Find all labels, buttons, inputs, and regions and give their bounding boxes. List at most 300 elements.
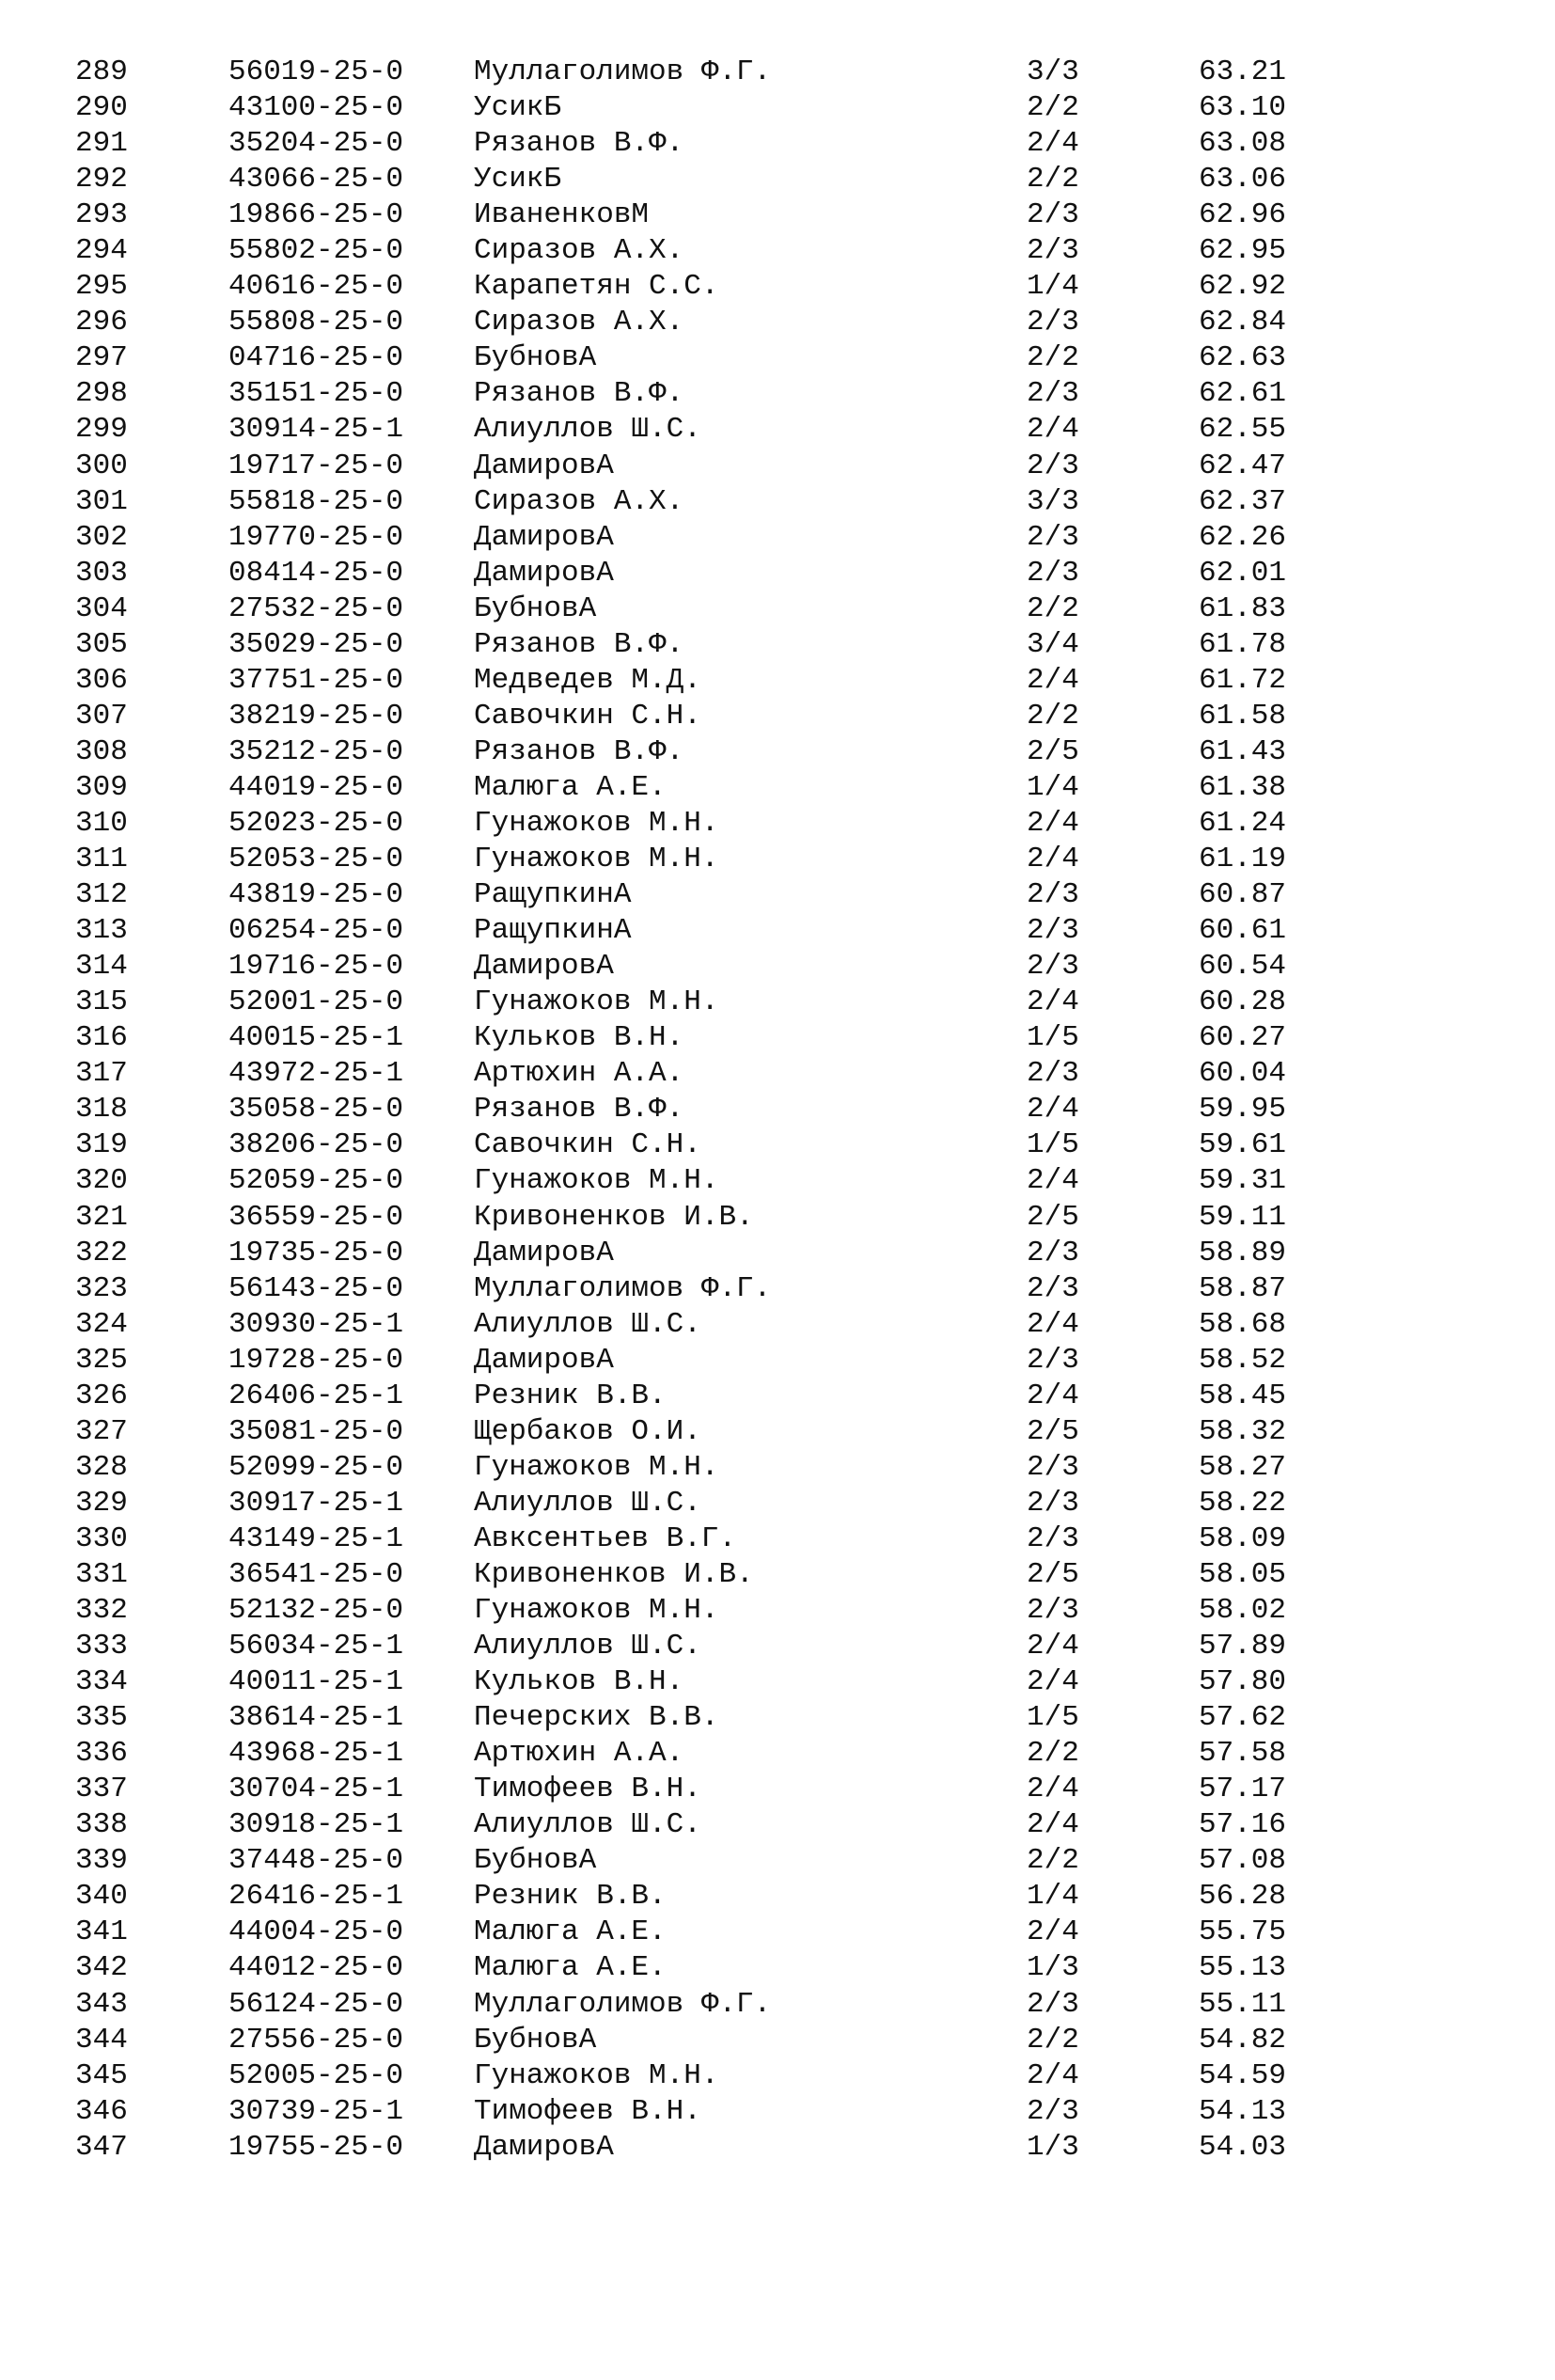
code-cell: 43066-25-0 — [228, 163, 404, 197]
name-cell: Гунажоков М.Н. — [474, 1450, 719, 1484]
rank-cell: 344 — [75, 2023, 128, 2057]
code-cell: 35151-25-0 — [228, 377, 404, 411]
name-cell: Малюга А.Е. — [474, 1915, 667, 1949]
code-cell: 30930-25-1 — [228, 1307, 404, 1341]
ratio-cell: 2/3 — [1027, 878, 1079, 912]
rank-cell: 302 — [75, 520, 128, 554]
list-row — [0, 1414, 1555, 1450]
name-cell: Малюга А.Е. — [474, 1951, 667, 1985]
score-cell: 59.11 — [1199, 1200, 1287, 1234]
score-cell: 55.75 — [1199, 1915, 1287, 1949]
list-row — [0, 1092, 1555, 1127]
ratio-cell: 2/3 — [1027, 520, 1079, 554]
rank-cell: 334 — [75, 1665, 128, 1699]
list-row — [0, 699, 1555, 734]
rank-cell: 313 — [75, 914, 128, 948]
ratio-cell: 2/4 — [1027, 1164, 1079, 1198]
name-cell: Артюхин А.А. — [474, 1057, 684, 1091]
score-cell: 55.11 — [1199, 1987, 1287, 2021]
list-row — [0, 1772, 1555, 1807]
list-row — [0, 1987, 1555, 2023]
code-cell: 56019-25-0 — [228, 55, 404, 88]
code-cell: 19866-25-0 — [228, 198, 404, 232]
list-row — [0, 627, 1555, 663]
ratio-cell: 2/4 — [1027, 127, 1079, 161]
rank-cell: 335 — [75, 1701, 128, 1735]
name-cell: Щербаков О.И. — [474, 1414, 701, 1448]
code-cell: 19770-25-0 — [228, 520, 404, 554]
score-cell: 60.87 — [1199, 878, 1287, 912]
rank-cell: 309 — [75, 770, 128, 804]
list-row — [0, 1915, 1555, 1950]
name-cell: Сиразов А.Х. — [474, 306, 684, 339]
list-row — [0, 197, 1555, 233]
score-cell: 62.96 — [1199, 198, 1287, 232]
name-cell: Авксентьев В.Г. — [474, 1521, 737, 1555]
list-row — [0, 520, 1555, 556]
score-cell: 58.02 — [1199, 1594, 1287, 1628]
ratio-cell: 2/4 — [1027, 1808, 1079, 1842]
list-row — [0, 1127, 1555, 1163]
rank-cell: 338 — [75, 1808, 128, 1842]
rank-cell: 308 — [75, 734, 128, 768]
rank-cell: 306 — [75, 663, 128, 697]
name-cell: Рязанов В.Ф. — [474, 377, 684, 411]
rank-cell: 320 — [75, 1164, 128, 1198]
ratio-cell: 2/4 — [1027, 1630, 1079, 1663]
rank-cell: 289 — [75, 55, 128, 88]
list-row — [0, 1879, 1555, 1915]
list-row — [0, 412, 1555, 448]
ratio-cell: 2/2 — [1027, 591, 1079, 625]
list-row — [0, 1557, 1555, 1593]
score-cell: 62.84 — [1199, 306, 1287, 339]
code-cell: 44004-25-0 — [228, 1915, 404, 1949]
list-row — [0, 376, 1555, 412]
score-cell: 62.01 — [1199, 556, 1287, 590]
ratio-cell: 2/4 — [1027, 1093, 1079, 1127]
rank-cell: 327 — [75, 1414, 128, 1448]
name-cell: Гунажоков М.Н. — [474, 985, 719, 1019]
score-cell: 59.95 — [1199, 1093, 1287, 1127]
list-row — [0, 949, 1555, 985]
rank-cell: 305 — [75, 627, 128, 661]
name-cell: Савочкин С.Н. — [474, 699, 701, 733]
list-row — [0, 1343, 1555, 1379]
ratio-cell: 2/5 — [1027, 1414, 1079, 1448]
score-cell: 58.68 — [1199, 1307, 1287, 1341]
ratio-cell: 1/4 — [1027, 770, 1079, 804]
score-cell: 58.05 — [1199, 1557, 1287, 1591]
ratio-cell: 2/4 — [1027, 1379, 1079, 1412]
code-cell: 52005-25-0 — [228, 2058, 404, 2092]
ratio-cell: 2/3 — [1027, 950, 1079, 984]
name-cell: Малюга А.Е. — [474, 770, 667, 804]
name-cell: РащупкинА — [474, 878, 632, 912]
list-row — [0, 1843, 1555, 1879]
rank-cell: 325 — [75, 1343, 128, 1377]
score-cell: 58.52 — [1199, 1343, 1287, 1377]
rank-cell: 297 — [75, 341, 128, 375]
score-cell: 58.89 — [1199, 1236, 1287, 1269]
code-cell: 19735-25-0 — [228, 1236, 404, 1269]
rank-cell: 295 — [75, 270, 128, 304]
list-row — [0, 1200, 1555, 1236]
code-cell: 08414-25-0 — [228, 556, 404, 590]
name-cell: ДамировА — [474, 449, 614, 482]
rank-cell: 300 — [75, 449, 128, 482]
code-cell: 52023-25-0 — [228, 806, 404, 840]
rank-cell: 314 — [75, 950, 128, 984]
list-row — [0, 340, 1555, 376]
list-row — [0, 734, 1555, 770]
rank-cell: 303 — [75, 556, 128, 590]
name-cell: Кривоненков И.В. — [474, 1200, 754, 1234]
code-cell: 27532-25-0 — [228, 591, 404, 625]
ratio-cell: 2/2 — [1027, 341, 1079, 375]
code-cell: 56034-25-1 — [228, 1630, 404, 1663]
ratio-cell: 3/3 — [1027, 55, 1079, 88]
score-cell: 62.26 — [1199, 520, 1287, 554]
name-cell: Алиуллов Ш.С. — [474, 1486, 701, 1520]
score-cell: 57.89 — [1199, 1630, 1287, 1663]
list-row — [0, 1307, 1555, 1343]
list-row — [0, 1593, 1555, 1629]
rank-cell: 345 — [75, 2058, 128, 2092]
rank-cell: 321 — [75, 1200, 128, 1234]
name-cell: Рязанов В.Ф. — [474, 734, 684, 768]
score-cell: 54.03 — [1199, 2130, 1287, 2164]
ratio-cell: 2/3 — [1027, 1594, 1079, 1628]
score-cell: 61.78 — [1199, 627, 1287, 661]
ratio-cell: 2/4 — [1027, 1307, 1079, 1341]
code-cell: 36559-25-0 — [228, 1200, 404, 1234]
list-row — [0, 556, 1555, 591]
name-cell: Гунажоков М.Н. — [474, 1594, 719, 1628]
score-cell: 62.63 — [1199, 341, 1287, 375]
score-cell: 61.19 — [1199, 843, 1287, 876]
rank-cell: 346 — [75, 2094, 128, 2128]
ratio-cell: 2/3 — [1027, 198, 1079, 232]
code-cell: 44019-25-0 — [228, 770, 404, 804]
rank-cell: 339 — [75, 1844, 128, 1878]
list-row — [0, 1163, 1555, 1199]
name-cell: Сиразов А.Х. — [474, 484, 684, 518]
score-cell: 62.55 — [1199, 413, 1287, 447]
score-cell: 59.61 — [1199, 1128, 1287, 1162]
code-cell: 52053-25-0 — [228, 843, 404, 876]
list-row — [0, 233, 1555, 269]
name-cell: Гунажоков М.Н. — [474, 843, 719, 876]
name-cell: Гунажоков М.Н. — [474, 1164, 719, 1198]
list-row — [0, 269, 1555, 305]
list-row — [0, 663, 1555, 699]
rank-cell: 323 — [75, 1271, 128, 1305]
ratio-cell: 2/3 — [1027, 1343, 1079, 1377]
name-cell: Гунажоков М.Н. — [474, 2058, 719, 2092]
rank-cell: 341 — [75, 1915, 128, 1949]
score-cell: 63.21 — [1199, 55, 1287, 88]
ratio-cell: 2/3 — [1027, 1987, 1079, 2021]
list-row — [0, 162, 1555, 197]
code-cell: 43968-25-1 — [228, 1737, 404, 1771]
code-cell: 26406-25-1 — [228, 1379, 404, 1412]
name-cell: Рязанов В.Ф. — [474, 1093, 684, 1127]
list-row — [0, 55, 1555, 90]
ratio-cell: 2/2 — [1027, 1844, 1079, 1878]
list-row — [0, 1379, 1555, 1414]
name-cell: Кульков В.Н. — [474, 1665, 684, 1699]
ratio-cell: 1/5 — [1027, 1128, 1079, 1162]
ratio-cell: 2/3 — [1027, 2094, 1079, 2128]
ratio-cell: 2/3 — [1027, 377, 1079, 411]
score-cell: 56.28 — [1199, 1880, 1287, 1914]
rank-cell: 333 — [75, 1630, 128, 1663]
code-cell: 52001-25-0 — [228, 985, 404, 1019]
list-row — [0, 877, 1555, 913]
score-cell: 61.72 — [1199, 663, 1287, 697]
score-cell: 62.95 — [1199, 234, 1287, 268]
name-cell: УсикБ — [474, 163, 562, 197]
code-cell: 27556-25-0 — [228, 2023, 404, 2057]
score-cell: 62.47 — [1199, 449, 1287, 482]
ratio-cell: 3/4 — [1027, 627, 1079, 661]
code-cell: 55808-25-0 — [228, 306, 404, 339]
rank-cell: 318 — [75, 1093, 128, 1127]
score-cell: 63.06 — [1199, 163, 1287, 197]
rank-cell: 331 — [75, 1557, 128, 1591]
score-cell: 54.82 — [1199, 2023, 1287, 2057]
list-row — [0, 90, 1555, 126]
score-cell: 55.13 — [1199, 1951, 1287, 1985]
list-row — [0, 126, 1555, 162]
rank-cell: 301 — [75, 484, 128, 518]
code-cell: 19755-25-0 — [228, 2130, 404, 2164]
rank-cell: 343 — [75, 1987, 128, 2021]
name-cell: Муллаголимов Ф.Г. — [474, 1987, 772, 2021]
code-cell: 56143-25-0 — [228, 1271, 404, 1305]
score-cell: 63.08 — [1199, 127, 1287, 161]
name-cell: УсикБ — [474, 91, 562, 125]
ratio-cell: 1/5 — [1027, 1701, 1079, 1735]
name-cell: Карапетян С.С. — [474, 270, 719, 304]
rank-cell: 342 — [75, 1951, 128, 1985]
code-cell: 30739-25-1 — [228, 2094, 404, 2128]
name-cell: Алиуллов Ш.С. — [474, 413, 701, 447]
ratio-cell: 2/5 — [1027, 1557, 1079, 1591]
rank-cell: 307 — [75, 699, 128, 733]
list-row — [0, 770, 1555, 806]
rank-cell: 299 — [75, 413, 128, 447]
ratio-cell: 1/3 — [1027, 2130, 1079, 2164]
code-cell: 43972-25-1 — [228, 1057, 404, 1091]
code-cell: 40011-25-1 — [228, 1665, 404, 1699]
code-cell: 55818-25-0 — [228, 484, 404, 518]
code-cell: 44012-25-0 — [228, 1951, 404, 1985]
list-row — [0, 449, 1555, 484]
results-list — [0, 55, 1555, 2166]
name-cell: БубновА — [474, 591, 597, 625]
list-row — [0, 2023, 1555, 2058]
score-cell: 63.10 — [1199, 91, 1287, 125]
name-cell: Печерских В.В. — [474, 1701, 719, 1735]
list-row — [0, 1807, 1555, 1843]
score-cell: 61.24 — [1199, 806, 1287, 840]
ratio-cell: 2/3 — [1027, 914, 1079, 948]
rank-cell: 322 — [75, 1236, 128, 1269]
code-cell: 56124-25-0 — [228, 1987, 404, 2021]
score-cell: 61.58 — [1199, 699, 1287, 733]
name-cell: Рязанов В.Ф. — [474, 627, 684, 661]
code-cell: 04716-25-0 — [228, 341, 404, 375]
score-cell: 62.61 — [1199, 377, 1287, 411]
score-cell: 58.32 — [1199, 1414, 1287, 1448]
score-cell: 61.38 — [1199, 770, 1287, 804]
name-cell: БубновА — [474, 341, 597, 375]
name-cell: Кривоненков И.В. — [474, 1557, 754, 1591]
rank-cell: 291 — [75, 127, 128, 161]
score-cell: 62.37 — [1199, 484, 1287, 518]
rank-cell: 324 — [75, 1307, 128, 1341]
score-cell: 61.43 — [1199, 734, 1287, 768]
ratio-cell: 1/5 — [1027, 1021, 1079, 1055]
name-cell: ДамировА — [474, 2130, 614, 2164]
name-cell: Кульков В.Н. — [474, 1021, 684, 1055]
rank-cell: 328 — [75, 1450, 128, 1484]
rank-cell: 330 — [75, 1521, 128, 1555]
list-row — [0, 1629, 1555, 1664]
ratio-cell: 1/3 — [1027, 1951, 1079, 1985]
score-cell: 60.27 — [1199, 1021, 1287, 1055]
score-cell: 60.04 — [1199, 1057, 1287, 1091]
name-cell: Сиразов А.Х. — [474, 234, 684, 268]
ratio-cell: 2/2 — [1027, 163, 1079, 197]
list-row — [0, 842, 1555, 877]
code-cell: 35204-25-0 — [228, 127, 404, 161]
rank-cell: 294 — [75, 234, 128, 268]
list-row — [0, 305, 1555, 340]
code-cell: 30918-25-1 — [228, 1808, 404, 1842]
ratio-cell: 2/2 — [1027, 1737, 1079, 1771]
list-row — [0, 1236, 1555, 1271]
ratio-cell: 2/3 — [1027, 1486, 1079, 1520]
ratio-cell: 2/5 — [1027, 734, 1079, 768]
rank-cell: 316 — [75, 1021, 128, 1055]
name-cell: Алиуллов Ш.С. — [474, 1630, 701, 1663]
name-cell: Резник В.В. — [474, 1379, 667, 1412]
score-cell: 58.87 — [1199, 1271, 1287, 1305]
ratio-cell: 2/3 — [1027, 306, 1079, 339]
score-cell: 60.54 — [1199, 950, 1287, 984]
score-cell: 59.31 — [1199, 1164, 1287, 1198]
code-cell: 35058-25-0 — [228, 1093, 404, 1127]
ratio-cell: 2/3 — [1027, 1271, 1079, 1305]
score-cell: 58.22 — [1199, 1486, 1287, 1520]
score-cell: 60.61 — [1199, 914, 1287, 948]
score-cell: 54.13 — [1199, 2094, 1287, 2128]
code-cell: 35029-25-0 — [228, 627, 404, 661]
code-cell: 55802-25-0 — [228, 234, 404, 268]
name-cell: Алиуллов Ш.С. — [474, 1307, 701, 1341]
list-row — [0, 985, 1555, 1020]
name-cell: Гунажоков М.Н. — [474, 806, 719, 840]
ratio-cell: 2/4 — [1027, 2058, 1079, 2092]
score-cell: 62.92 — [1199, 270, 1287, 304]
score-cell: 57.58 — [1199, 1737, 1287, 1771]
name-cell: Рязанов В.Ф. — [474, 127, 684, 161]
name-cell: ДамировА — [474, 520, 614, 554]
score-cell: 58.45 — [1199, 1379, 1287, 1412]
ratio-cell: 2/4 — [1027, 1915, 1079, 1949]
ratio-cell: 2/3 — [1027, 1521, 1079, 1555]
list-row — [0, 806, 1555, 842]
name-cell: Савочкин С.Н. — [474, 1128, 701, 1162]
name-cell: Муллаголимов Ф.Г. — [474, 1271, 772, 1305]
code-cell: 40015-25-1 — [228, 1021, 404, 1055]
score-cell: 57.16 — [1199, 1808, 1287, 1842]
code-cell: 52099-25-0 — [228, 1450, 404, 1484]
name-cell: Алиуллов Ш.С. — [474, 1808, 701, 1842]
rank-cell: 290 — [75, 91, 128, 125]
code-cell: 19716-25-0 — [228, 950, 404, 984]
code-cell: 19717-25-0 — [228, 449, 404, 482]
code-cell: 36541-25-0 — [228, 1557, 404, 1591]
list-row — [0, 1271, 1555, 1307]
rank-cell: 310 — [75, 806, 128, 840]
name-cell: Медведев М.Д. — [474, 663, 701, 697]
list-row — [0, 2094, 1555, 2130]
ratio-cell: 2/2 — [1027, 2023, 1079, 2057]
score-cell: 58.27 — [1199, 1450, 1287, 1484]
rank-cell: 298 — [75, 377, 128, 411]
name-cell: БубновА — [474, 1844, 597, 1878]
rank-cell: 292 — [75, 163, 128, 197]
code-cell: 35081-25-0 — [228, 1414, 404, 1448]
ratio-cell: 2/4 — [1027, 1665, 1079, 1699]
score-cell: 57.08 — [1199, 1844, 1287, 1878]
list-row — [0, 913, 1555, 949]
rank-cell: 317 — [75, 1057, 128, 1091]
code-cell: 30704-25-1 — [228, 1773, 404, 1806]
code-cell: 38206-25-0 — [228, 1128, 404, 1162]
rank-cell: 332 — [75, 1594, 128, 1628]
ratio-cell: 1/4 — [1027, 270, 1079, 304]
ratio-cell: 3/3 — [1027, 484, 1079, 518]
list-row — [0, 1950, 1555, 1986]
ratio-cell: 2/2 — [1027, 699, 1079, 733]
rank-cell: 336 — [75, 1737, 128, 1771]
ratio-cell: 2/4 — [1027, 843, 1079, 876]
score-cell: 61.83 — [1199, 591, 1287, 625]
code-cell: 37751-25-0 — [228, 663, 404, 697]
code-cell: 26416-25-1 — [228, 1880, 404, 1914]
rank-cell: 312 — [75, 878, 128, 912]
name-cell: РащупкинА — [474, 914, 632, 948]
ratio-cell: 2/4 — [1027, 985, 1079, 1019]
ratio-cell: 2/3 — [1027, 1057, 1079, 1091]
rank-cell: 315 — [75, 985, 128, 1019]
score-cell: 57.17 — [1199, 1773, 1287, 1806]
name-cell: ДамировА — [474, 1236, 614, 1269]
rank-cell: 296 — [75, 306, 128, 339]
list-row — [0, 2058, 1555, 2094]
list-row — [0, 1664, 1555, 1700]
rank-cell: 347 — [75, 2130, 128, 2164]
code-cell: 35212-25-0 — [228, 734, 404, 768]
ratio-cell: 2/4 — [1027, 1773, 1079, 1806]
name-cell: ИваненковМ — [474, 198, 650, 232]
rank-cell: 311 — [75, 843, 128, 876]
